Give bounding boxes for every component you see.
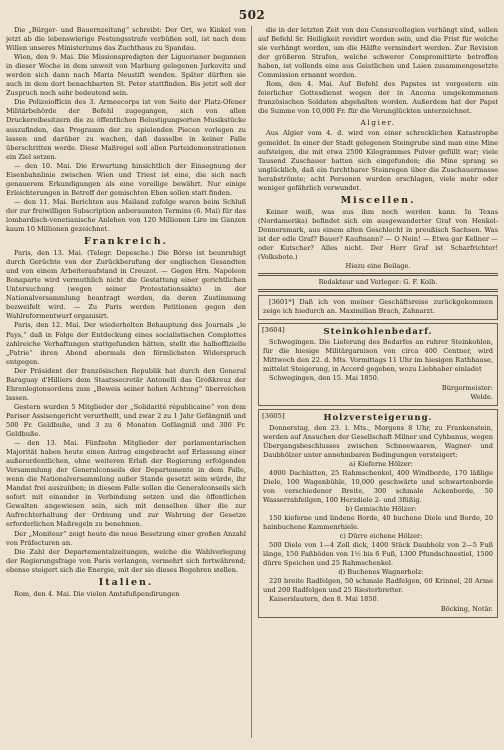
rule xyxy=(258,289,498,292)
ad-text: Donnerstag, den 23. l. Mts., Morgens 8 Uhr, zu Frankenstein, werden auf Ansuchen der Gesellschaft Milner und Cyhbanus, wegen Übergangsbeschlusses zwischen Schneewaaren, Wagner- und Daubhölzer unter annehmbaren Bedingungen versteigert: xyxy=(263,423,493,459)
advertisement xyxy=(258,409,498,618)
ad-closing: Kaiserslautern, den 8. Mai 1850. xyxy=(269,595,379,604)
advertisement xyxy=(258,295,498,320)
article-paragraph: Keiner weiß, was aus ihm noch werden kann. In Texas (Nordamerika) befindet sich ein ausgewanderter Graf von Henkel-Donnersmark, aus einem alten Geschlecht in preußisch Sachsen. Was ist der edle Graf? Bauer? Kaufmann? — O Nein! — Etwa gar Kellner — oder Kutscher? Alles nicht. Der Herr Graf ist Scharfrichter! (Volksbote.) xyxy=(258,207,498,262)
article-paragraph: — den 11. Mai. Berichten aus Mailand zufolge waren beim Schluß der zur freiwilligen Subscription anberaumten Termins (6. Mai) für das lombardisch-venetianische Anlehen von 120 Millionen Lire im Ganzen kaum 10 Millionen gezeichnet. xyxy=(6,197,246,234)
article-paragraph: Paris, den 13. Mai. (Telegr. Depesche.) Die Börse ist beunruhigt durch Gerüchte von der Zurückberufung der englischen Gesandten und von einem Arbeiteraufstand in Creuzot. — Gegen Hrn. Napoleon Bonaparte wird vermuthlich nicht die Gestattung einer gerichtlichen Untersuchung (wegen seiner Protestationsakte) in der Nationalversammlung beantragt werden, da deren Zustimmung bezweifelt wird. — Zu Paris werden Petitionen gegen den Wahlreformentwurf organisirt. xyxy=(6,249,246,321)
ad-signature: Welde. xyxy=(470,392,493,401)
column-divider xyxy=(251,26,252,738)
section-heading-italy: Italien. xyxy=(98,576,154,588)
article-paragraph: Die Polizeiofficin des 3. Armeecorps ist von Seite der Platz-Ofener Militärbehörde der Befehl zugegangen, sich von allen Druckereibesitzern die zu öffentlichen Belustigungsorten Musikstücke auszufinden, das Programm der zu spielenden Piecen vorlegen zu lassen und darüber zu wachen, daß dasselbe in keiner Falle überschritten werde. Diese Maßregel soll allen Parteidemonstrationen ein Ziel setzen. xyxy=(6,98,246,161)
article-paragraph: — den 10. Mai. Die Erwartung hinsichtlich der Einsegnung der Eisenbahnlinie zwischen Wien und Triest ist eine, die sich nach genauerem Erkundigungen als eine voreilige bewährt. Nur einige Erleichterungen in Betreff der gemischten Ehen sollen statt finden. xyxy=(6,161,246,197)
article-paragraph: Der „Moniteur“ zeigt heute die neue Besetzung einer großen Anzahl von Präfecturen an. xyxy=(6,529,246,547)
ad-signature: Böcking, Notär. xyxy=(440,604,493,613)
editor-line: Redakteur und Verleger: G. F. Kolb. xyxy=(318,278,438,287)
supplement-note: Hiezu eine Beilage. xyxy=(345,262,411,271)
page-number: 502 xyxy=(238,8,266,22)
ad-number: [3604] xyxy=(262,326,285,335)
ad-text: Schwegingen. Die Lieferung des Bedarfes an ruhrer Steinkohlen, für die hiesige Militärgarnison von circa 400 Centner, wird Mittwoch den 22. d. Mts. Vormittags 11 Uhr im hiesigen Rathhause, mittelst Steigerung, in Accord gegeben, wozu Liebhaber einladet xyxy=(263,338,493,374)
list-item: 4000 Dachlatten, 25 Rahmschenkel, 400 Windborde, 170 läßlige Diele, 100 Wagenbühle, 10,000 geschwärte und schwartenborde von verschiedener Breite, 300 schmale Ackenborde, 50 Wasserrahfeilgen, 100 Herzdiele 2- und 3füßig. xyxy=(263,468,493,504)
section-heading-algier: Algier. xyxy=(360,118,396,128)
list-heading: a) Kieferne Hölzer: xyxy=(349,459,413,468)
article-paragraph: Die „Bürger- und Bauernzeitung“ schreibt: Der Ort, wo Kinkel von jetzt ab die lebenswierige Festungsstrafe verbüßen soll, ist nach dem Willen unseres Ministeriums das Zuchthaus zu Spandau. xyxy=(6,26,246,53)
article-paragraph: Wien, den 9. Mai. Die Missionspredigten der Liguorianer begannen in dieser Woche in dem unweit von Marburg gelegenen Jurkovitz und werden sich dann nach Maria Neustift wenden. Später dürften sie auch in dem dort benachbarten St. Peter stattfinden. Bis jetzt soll der Zuspruch noch sehr bedeutend sein. xyxy=(6,53,246,98)
list-heading: c) Dürre eichene Hölzer: xyxy=(339,532,423,541)
article-paragraph: — den 13. Mai. Fünfzehn Mitglieder der parlamentarischen Majorität haben heute einen Antrag eingebracht auf Erlassung einer außerordentlichen, ohne weiteren Erlaß der Regierung erfolgenden Versammlung der Generalconseils der Departemente in dem Falle, wenn die Nationalversammlung außer Stande gesetzt sein würde, ihr Mandat frei auszuüben; in diesem Falle sollen die Generalconseils sich sofort mit einander in Verbindung setzen und die öffentlichen Gewalten angewiesen sein, sich mit denselben über die zur Aufrechterhaltung der Ordnung und zur Wahrung der Gesetze erforderlichen Maßregeln zu benehmen. xyxy=(6,439,246,529)
ad-number: [3605] xyxy=(262,411,285,420)
advertisement xyxy=(258,323,498,405)
ad-number: [3601*] xyxy=(269,298,295,307)
list-heading: b) Gemischte Hölzer: xyxy=(345,505,417,514)
rule xyxy=(258,273,498,276)
ad-title: Holzversteigerung. xyxy=(323,412,433,423)
article-paragraph: die in der letzten Zeit von den Censurcollegien verhängt sind, sollen auf Befehl Sr. Heiligkeit revidirt worden sein, und die Frist für welche sie verhängt worden, um die Hälfte vermindert werden. Zur Revision der größeren Strafen, welche schwerer Compromittirte betroffen haben, ist vollends eine aus Geistlichen und Laien zusammengesetzte Commission ernannt worden. xyxy=(258,26,498,80)
article-paragraph: Rom, den 4. Mai. Auf Befehl des Papstes ist vorgestern ein feierlicher Gottesdienst wegen der in Ancona umgekommenen französischen Soldaten abgehalten worden. Außerdem hat der Papst die Summe von 10,000 Fr. für die Verunglückten unterzeichnet. xyxy=(258,80,498,116)
right-column xyxy=(258,26,498,740)
ad-text: Daß ich von meiner Geschäftsreise zurückgekommen zeige ich hiedurch an. Maximilian Brach, Zahnarzt. xyxy=(263,298,493,316)
list-item: 150 kieferne und lindene Borde, 40 buchene Diele und Borde, 20 hainbuchene Kammenrhiele. xyxy=(263,514,493,532)
article-paragraph: Die Zahl der Departementalzeitungen, welche die Wahlverlegung der Regierungsfrage von Paris verlangen, vermehrt sich fortwährend; ebenso steigert sich die Energie, mit der sie dieses Begehren stellen. xyxy=(6,547,246,574)
ad-date: Schwegingen, den 15. Mai 1850. xyxy=(269,374,379,383)
article-paragraph: Der Präsident der französischen Republik hat durch den General Baraguay d'Hilliers dem Staatssecretär Antonelli das Großkreuz der Ehrenlegionsordens zum „Beweis seiner hohen Achtung“ überreichen lassen. xyxy=(6,366,246,402)
left-column xyxy=(6,26,246,740)
list-item: 500 Diele von 1—4 Zoll dick, 1400 Stück Daubholz von 2—5 Fuß länge, 150 Faßböden von 1½ bis 6 Fuß, 1300 Pfundschnestiel, 1500 dürre Speichen und 25 Rahmschenkel. xyxy=(263,541,493,568)
article-paragraph: Rom, den 4. Mai. Die vielen Amtsfußpendirungen xyxy=(14,589,180,598)
section-heading-misc: Miscellen. xyxy=(340,194,416,206)
article-paragraph: Gestern wurden 5 Mitglieder der „Solidarité républicaine“ von dem Pariser Assisengericht verurtheilt, und zwar 2 zu 1 Jahr Gefängniß und 500 Fr. Geldbuße, und 3 zu 6 Monaten Gefängniß und 300 Fr. Geldbuße. xyxy=(6,402,246,439)
article-paragraph: Aus Algier vom 4. d. wird von einer schrecklichen Katastrophe gemeldet. In einer der Stadt gelegenen Steingrube sind man eine Mine aufsteigen, die mit etwa 2500 Kilogrammes Pulver gefüllt war; viele Tausend Zuschauer hatten sich eingefunden; die Mine sprang so unglücklich, daß ein furchtbarer Steinregen über die Zuschauermasse herabströmte; acht Personen wurden erschlagen, viele mehr oder weniger gefährlich verwundet. xyxy=(258,129,498,192)
list-heading: d) Buchenes Wagnerholz: xyxy=(338,568,424,577)
list-item: 220 breite Radfelgen, 50 schmale Radfelgen, 60 Krinnel, 20 Arme und 200 Radfelgen und 25 Riesterbretter. xyxy=(263,577,493,595)
article-paragraph: Paris, den 12. Mai. Der wiederholten Behauptung des Journals „le Pays,“ daß in Folge der Entdeckung eines socialistischen Complottes zahlreiche Verhaftungen stattgefunden hätten, stellt die halboffizielle „Patrie“ ihren Abend abermals den förmlichsten Widerspruch entgegen. xyxy=(6,321,246,366)
section-heading-france: Frankreich. xyxy=(84,236,168,248)
ad-title: Steinkohlenbedarf. xyxy=(323,327,433,338)
ad-office: Bürgermeister: xyxy=(441,383,493,392)
